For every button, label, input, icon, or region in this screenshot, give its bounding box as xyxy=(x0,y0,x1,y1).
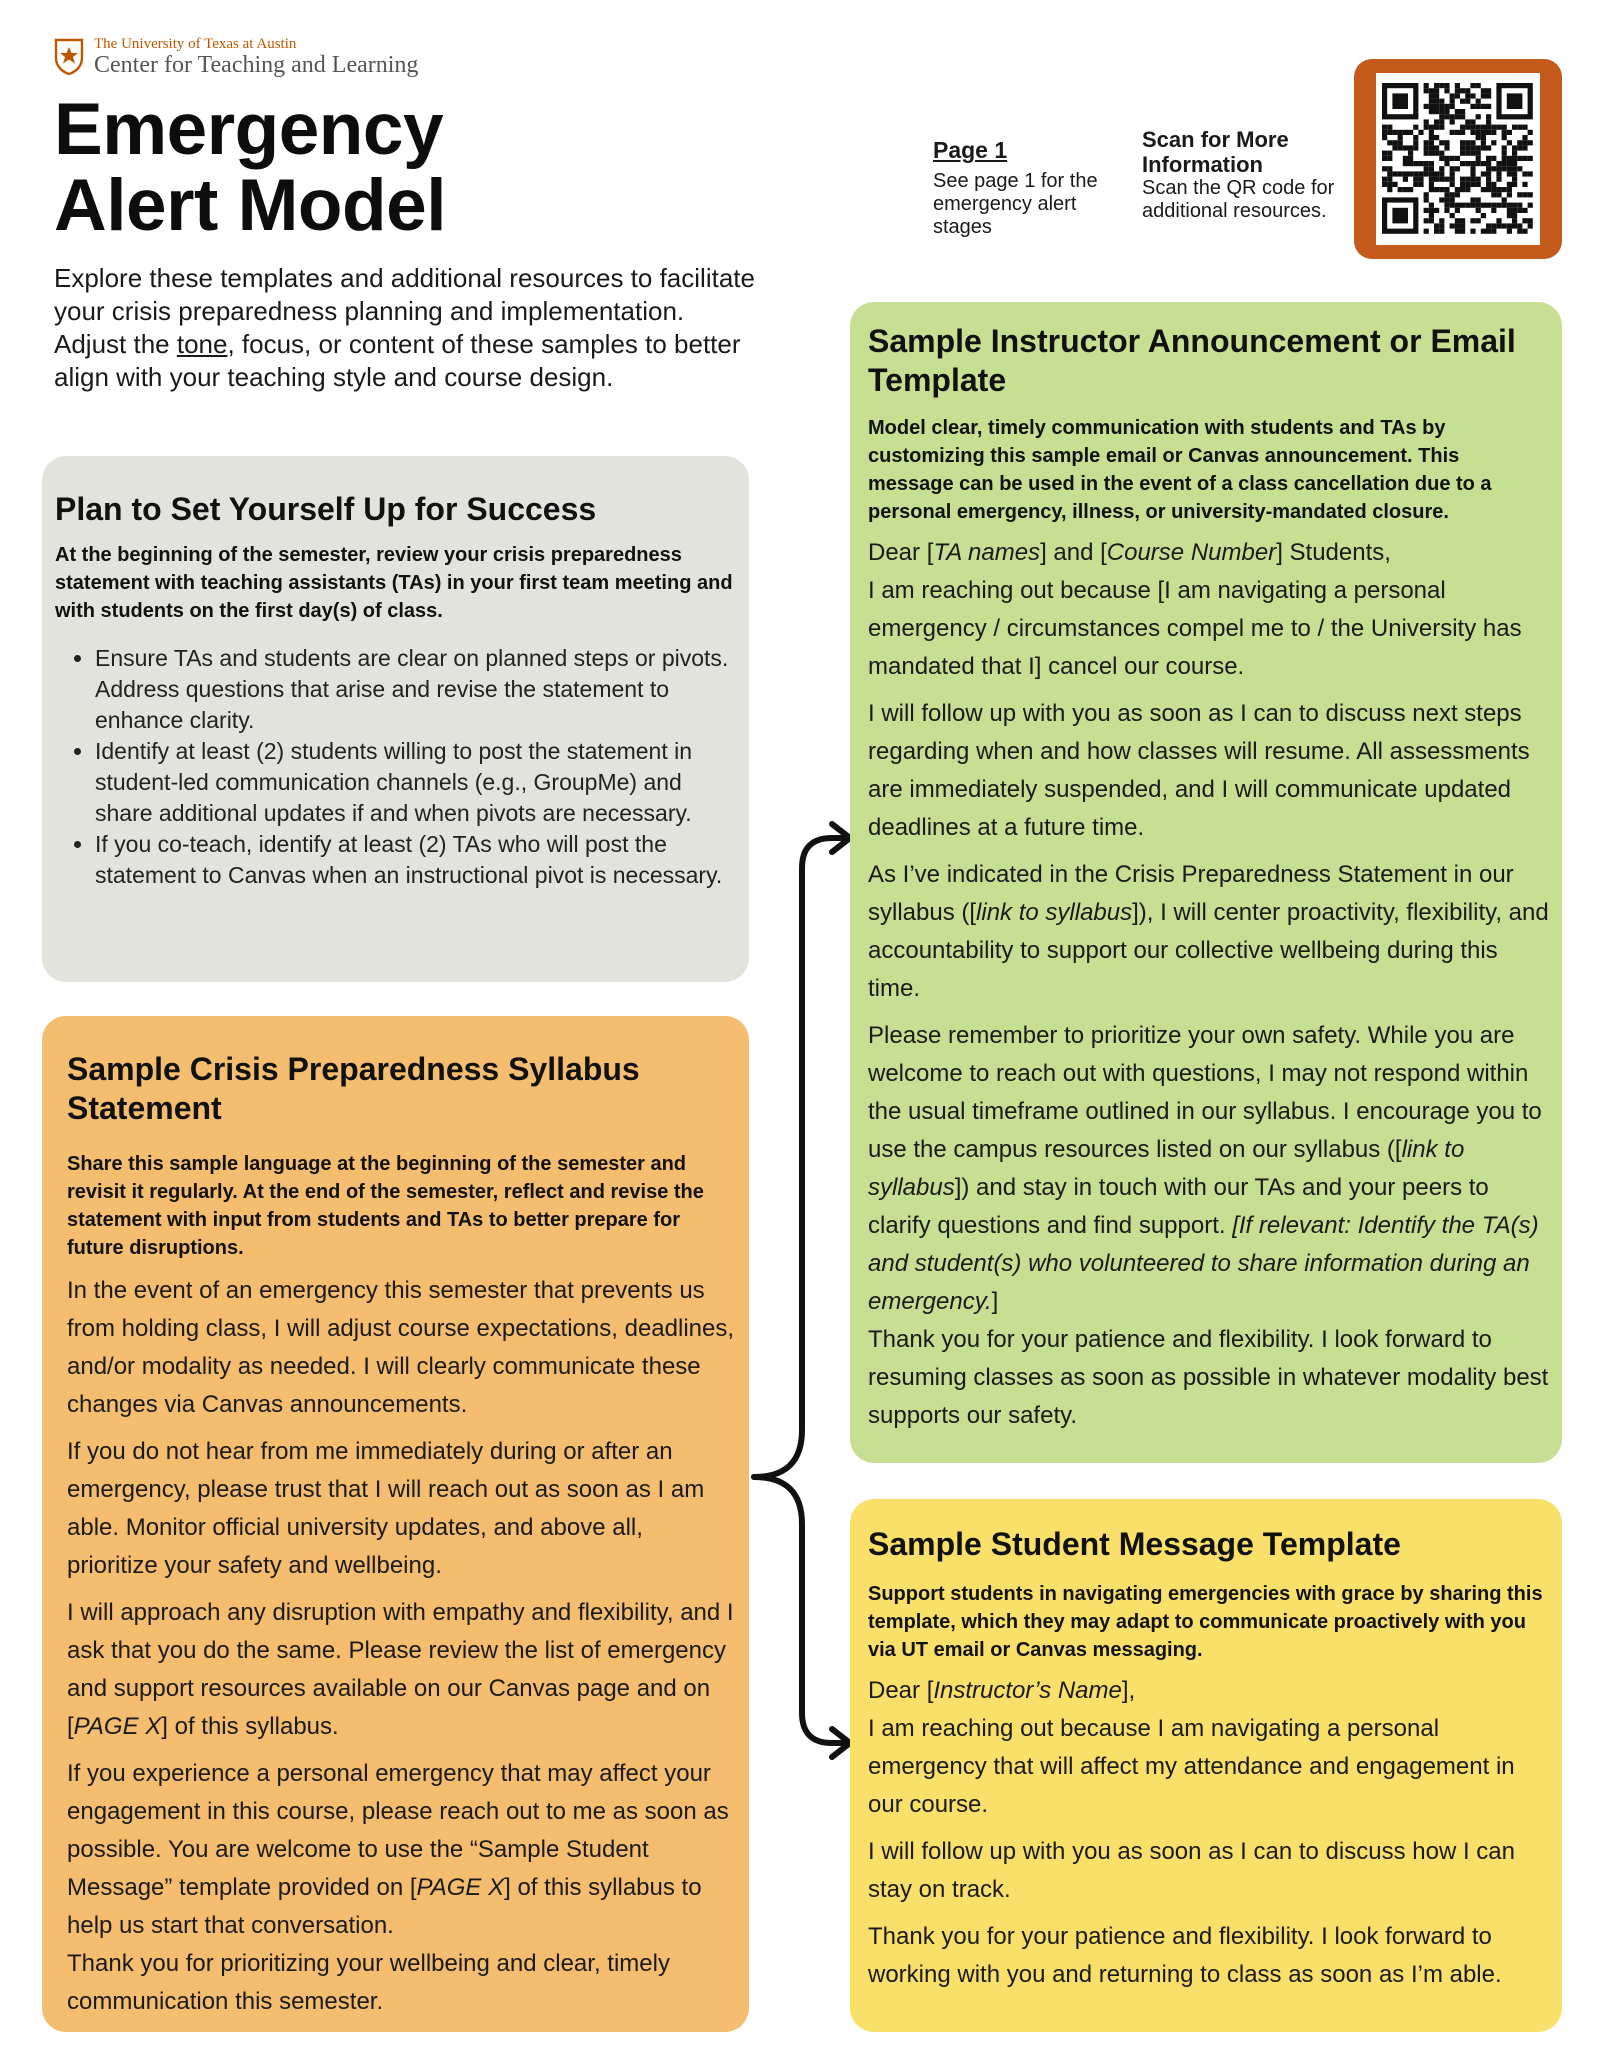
student-title: Sample Student Message Template xyxy=(868,1526,1401,1562)
plan-bullet: • If you co-teach, identify at least (2) TAs who will post the statement to Canvas when an instructional pivot is necessary. xyxy=(95,829,735,891)
instructor-greeting: Dear [TA names] and [Course Number] Students, xyxy=(868,539,1391,566)
instructor-paragraph: I am reaching out because [I am navigating a personal emergency / circumstances compel me to / the University has mandated that I] cancel our course. xyxy=(868,577,1522,680)
syllabus-paragraph: Thank you for prioritizing your wellbeing and clear, timely communication this semester. xyxy=(67,1950,670,2015)
student-template-card xyxy=(850,1499,1562,2032)
instructor-paragraph: Thank you for your patience and flexibility. I look forward to resuming classes as soon as possible in whatever modality best supports our safety. xyxy=(868,1326,1549,1429)
plan-bullet: • Ensure TAs and students are clear on planned steps or pivots. Address questions that arise and revise the statement to enhance clarity. xyxy=(95,643,735,736)
syllabus-paragraph: I will approach any disruption with empathy and flexibility, and I ask that you do the same. Please review the list of emergency and support resources available on our Canvas page and on [PAGE X] of this syllabus. xyxy=(67,1599,734,1740)
syllabus-lead: Share this sample language at the beginning of the semester and revisit it regularly. At the end of the semester, reflect and revise the statement with input from students and TAs to better prepare for future disruptions. xyxy=(67,1153,704,1259)
page-reference-text: See page 1 for the emergency alert stages xyxy=(933,170,1098,238)
plan-list xyxy=(55,643,735,891)
instructor-title: Sample Instructor Announcement or Email Template xyxy=(868,323,1516,398)
syllabus-paragraph: If you experience a personal emergency that may affect your engagement in this course, please reach out to me as soon as possible. You are welcome to use the “Sample Student Message” template provided on [PAGE X] of this syllabus to help us start that conversation. xyxy=(67,1760,729,1939)
intro-text: Explore these templates and additional resources to facilitate your crisis preparedness planning and implementation. Adjust the tone, focus, or content of these samples to better align with your teaching style and course design. xyxy=(54,263,755,392)
page-reference-heading: Page 1 xyxy=(933,137,1008,163)
instructor-paragraph: I will follow up with you as soon as I can to discuss next steps regarding when and how classes will resume. All assessments are immediately suspended, and I will communicate updated deadlines at a future time. xyxy=(868,700,1530,841)
center-name: Center for Teaching and Learning xyxy=(94,52,419,78)
student-paragraph: Thank you for your patience and flexibility. I look forward to working with you and returning to class as soon as I’m able. xyxy=(868,1923,1502,1988)
student-greeting: Dear [Instructor’s Name], xyxy=(868,1677,1136,1704)
qr-code-frame xyxy=(1354,59,1562,259)
plan-lead: At the beginning of the semester, review your crisis preparedness statement with teaching assistants (TAs) in your first team meeting and with students on the first day(s) of class. xyxy=(55,544,733,622)
instructor-body xyxy=(868,534,1550,1435)
syllabus-paragraph: In the event of an emergency this semester that prevents us from holding class, I will adjust course expectations, deadlines, and/or modality as needed. I will clearly communicate these changes via Canvas announcements. xyxy=(67,1277,735,1418)
scan-reference xyxy=(1142,127,1342,223)
ut-logo xyxy=(54,36,418,78)
student-lead: Support students in navigating emergencies with grace by sharing this template, which they may adapt to communicate proactively with you via UT email or Canvas messaging. xyxy=(868,1583,1543,1661)
student-paragraph: I am reaching out because I am navigating a personal emergency that will affect my attendance and engagement in our course. xyxy=(868,1715,1515,1818)
syllabus-body xyxy=(67,1272,735,2021)
instructor-paragraph: Please remember to prioritize your own safety. While you are welcome to reach out with questions, I may not respond within the usual timeframe outlined in our syllabus. I encourage you to use the campus resources listed on our syllabus ([link to syllabus]) and stay in touch with our TAs and your peers to clarify questions and find support. [If relevant: Identify the TA(s) and student(s) who volunteered to share information during an emergency.] xyxy=(868,1022,1542,1315)
plan-title: Plan to Set Yourself Up for Success xyxy=(55,491,597,527)
instructor-lead: Model clear, timely communication with students and TAs by customizing this sample email or Canvas announcement. This message can be used in the event of a class cancellation due to a personal emergency, illness, or university-mandated closure. xyxy=(868,417,1492,523)
ut-shield-icon xyxy=(54,38,84,76)
syllabus-title: Sample Crisis Preparedness Syllabus Statement xyxy=(67,1051,640,1126)
syllabus-statement-card xyxy=(42,1016,749,2032)
syllabus-paragraph: If you do not hear from me immediately during or after an emergency, please trust that I will reach out as soon as I am able. Monitor official university updates, and above all, prioritize your safety and wellbeing. xyxy=(67,1438,705,1579)
qr-code xyxy=(1376,73,1540,245)
plan-bullet: • Identify at least (2) students willing to post the statement in student-led communication channels (e.g., GroupMe) and share additional updates if and when pivots are necessary. xyxy=(95,736,735,829)
university-name: The University of Texas at Austin xyxy=(94,36,297,52)
tone-link: tone xyxy=(176,329,228,359)
scan-reference-text: Scan the QR code for additional resources. xyxy=(1142,177,1335,222)
student-paragraph: I will follow up with you as soon as I can to discuss how I can stay on track. xyxy=(868,1838,1515,1903)
scan-reference-heading: Scan for More Information xyxy=(1142,127,1289,177)
page-reference xyxy=(933,136,1133,239)
bracket-arrow-connector xyxy=(740,800,860,1790)
instructor-paragraph: As I’ve indicated in the Crisis Preparedness Statement in our syllabus ([link to syllabus]), I will center proactivity, flexibility, and accountability to support our collective wellbeing during this time. xyxy=(868,861,1549,1002)
page-title: Emergency Alert Model xyxy=(54,89,446,246)
instructor-template-card xyxy=(850,302,1562,1463)
plan-card xyxy=(42,456,749,982)
student-body xyxy=(868,1672,1550,1994)
